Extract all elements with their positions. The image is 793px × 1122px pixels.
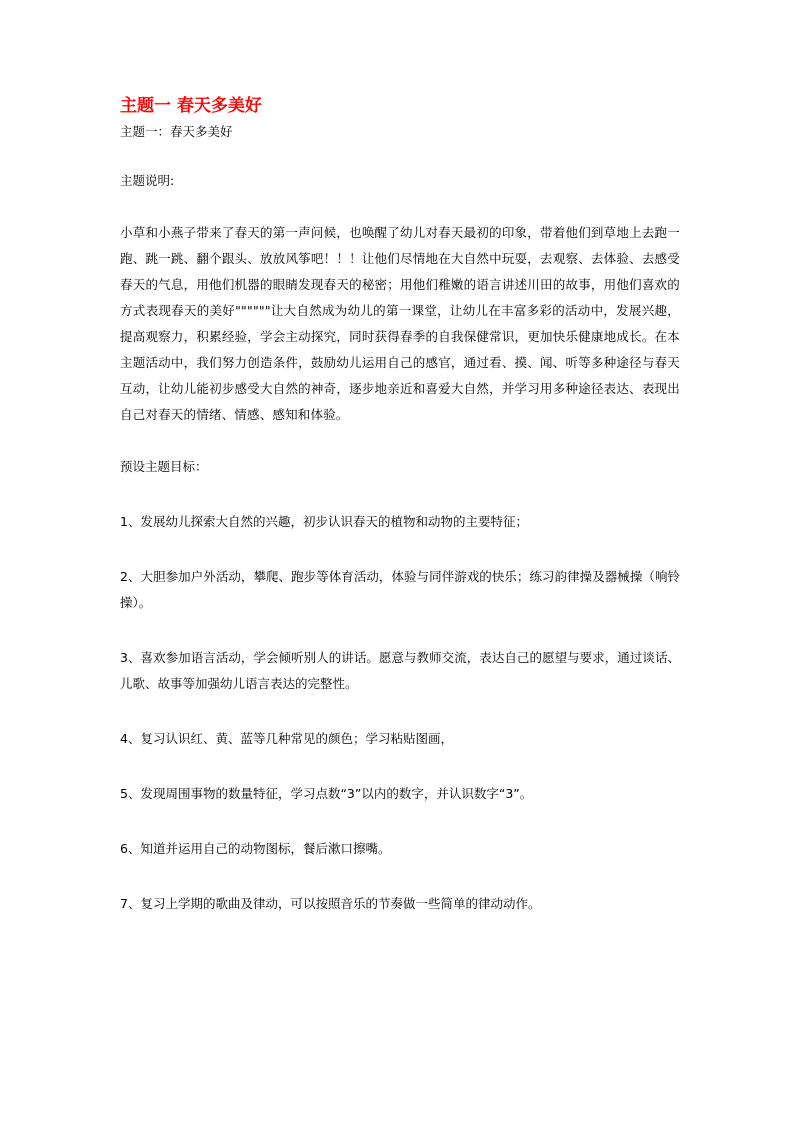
goal-item-3: 3、喜欢参加语言活动，学会倾听别人的讲话。愿意与教师交流，表达自己的愿望与要求，通过谈话、儿歌、故事等加强幼儿语言表达的完整性。 [120, 650, 680, 691]
description-paragraph: 小草和小燕子带来了春天的第一声问候，也唤醒了幼儿对春天最初的印象，带着他们到草地上去跑一跑、跳一跳、翻个跟头、放放风筝吧！！！让他们尽情地在大自然中玩耍，去观察、去体验、去感受春天的气息，用他们机器的眼睛发现春天的秘密；用他们稚嫩的语言讲述川田的故事，用他们喜欢的方式表现春天的美好""""""让大自然成为幼儿的第一课堂，让幼儿在丰富多彩的活动中，发展兴趣，提高观察力，积累经验，学会主动探究，同时获得春季的自我保健常识，更加快乐健康地成长。在本主题活动中，我们努力创造条件，鼓励幼儿运用自己的感官，通过看、摸、闻、听等多种途径与春天互动，让幼儿能初步感受大自然的神奇，逐步地亲近和喜爱大自然，并学习用多种途径表达、表现出自己对春天的情绪、情感、感知和体验。 [120, 225, 680, 422]
goal-item-1: 1、发展幼儿探索大自然的兴趣，初步认识春天的植物和动物的主要特征； [120, 514, 528, 529]
document-title: 主题一 春天多美好 [120, 96, 262, 116]
goal-item-6: 6、知道并运用自己的动物图标，餐后漱口擦嘴。 [120, 841, 391, 856]
goals-heading: 预设主题目标： [120, 459, 208, 474]
goal-item-2: 2、大胆参加户外活动，攀爬、跑步等体育活动，体验与同伴游戏的快乐；练习韵律操及器械操（响铃操）。 [120, 569, 680, 610]
document-subtitle: 主题一：春天多美好 [120, 124, 233, 139]
goal-item-5: 5、发现周围事物的数量特征，学习点数“3”以内的数字，并认识数字“3”。 [120, 786, 533, 801]
document-body [120, 94, 680, 917]
goal-item-4: 4、复习认识红、黄、蓝等几种常见的颜色；学习粘贴图画， [120, 731, 453, 746]
description-heading: 主题说明: [120, 173, 175, 188]
goal-item-7: 7、复习上学期的歌曲及律动，可以按照音乐的节奏做一些简单的律动动作。 [120, 896, 541, 911]
